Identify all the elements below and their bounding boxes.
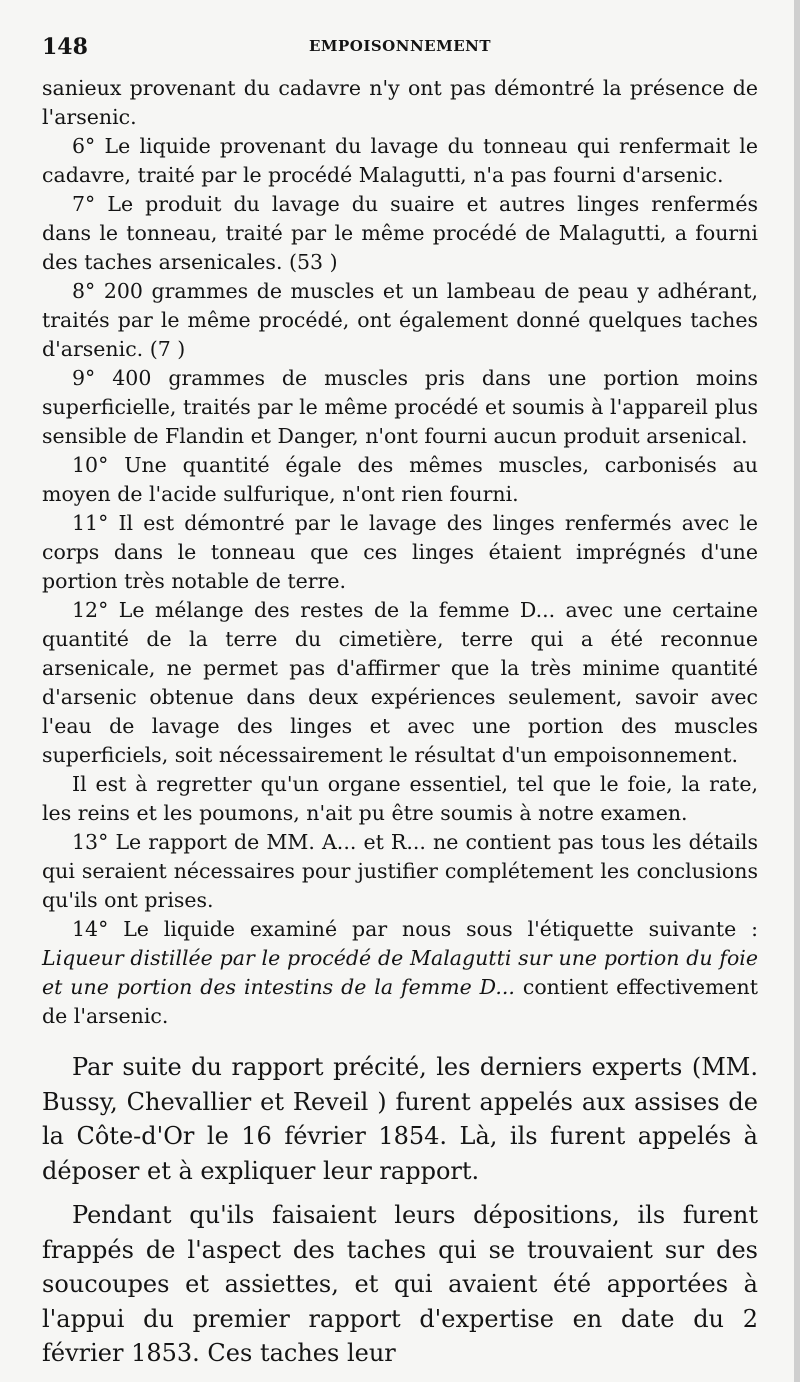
narrative-paragraph: Pendant qu'ils faisaient leurs dépositions, ils furent frappés de l'aspect des taches qui se trouvaient sur des soucoupes et assiettes, et qui avaient été apportées à l'appui du premier rapport d'expertise en date du 2 février 1853. Ces taches leur — [42, 1201, 758, 1367]
conclusion-paragraph: Il est à regretter qu'un organe essentiel, tel que le foie, la rate, les reins et les poumons, n'ait pu être soumis à notre examen. — [42, 772, 758, 825]
conclusion-paragraph: 7° Le produit du lavage du suaire et autres linges renfermés dans le tonneau, traité par le même procédé de Malagutti, a fourni des taches arsenicales. (53 ) — [42, 192, 758, 274]
item14-start: 14° Le liquide examiné par nous sous l'étiquette suivante : — [72, 917, 758, 941]
conclusion-paragraph: 11° Il est démontré par le lavage des linges renfermés avec le corps dans le tonneau que ces linges étaient imprégnés d'une portion très notable de terre. — [42, 511, 758, 593]
conclusion-paragraph: 9° 400 grammes de muscles pris dans une portion moins superficielle, traités par le même procédé et soumis à l'appareil plus sensible de Flandin et Danger, n'ont fourni aucun produit arsenical. — [42, 366, 758, 448]
conclusion-paragraph-14 — [42, 915, 758, 1031]
conclusion-paragraph: 13° Le rapport de MM. A... et R... ne contient pas tous les détails qui seraient nécessaires pour justifier complétement les conclusions qu'ils ont prises. — [42, 830, 758, 912]
page-number: 148 — [42, 34, 88, 60]
running-title: EMPOISONNEMENT — [308, 37, 492, 55]
narrative-paragraph: Par suite du rapport précité, les derniers experts (MM. Bussy, Chevallier et Reveil ) furent appelés aux assises de la Côte-d'Or le 16 février 1854. Là, ils furent appelés à déposer et à expliquer leur rapport. — [42, 1053, 758, 1185]
item14-end: contient effectivement de l'arsenic. — [42, 975, 758, 1028]
conclusion-paragraph: 12° Le mélange des restes de la femme D... avec une certaine quantité de la terre du cimetière, terre qui a été reconnue arsenicale, ne permet pas d'affirmer que la très minime quantité d'arsenic obtenue dans deux expériences seulement, savoir avec l'eau de lavage des linges et avec une portion des muscles superficiels, soit nécessairement le résultat d'un empoisonnement. — [42, 598, 758, 767]
conclusion-paragraph: sanieux provenant du cadavre n'y ont pas démontré la présence de l'arsenic. — [42, 76, 758, 129]
conclusion-paragraph: 8° 200 grammes de muscles et un lambeau de peau y adhérant, traités par le même procédé, ont également donné quelques taches d'arsenic. (7 ) — [42, 279, 758, 361]
narrative-section — [42, 1050, 758, 1381]
conclusions-section — [42, 74, 758, 1031]
conclusion-paragraph: 10° Une quantité égale des mêmes muscles, carbonisés au moyen de l'acide sulfurique, n'ont rien fourni. — [42, 453, 758, 506]
page-header — [40, 34, 760, 64]
item14-label: Liqueur distillée par le procédé de Malagutti sur une portion du foie et une portion des intestins de la femme D... — [42, 946, 758, 999]
conclusion-paragraph: 6° Le liquide provenant du lavage du tonneau qui renfermait le cadavre, traité par le procédé Malagutti, n'a pas fourni d'arsenic. — [42, 134, 758, 187]
